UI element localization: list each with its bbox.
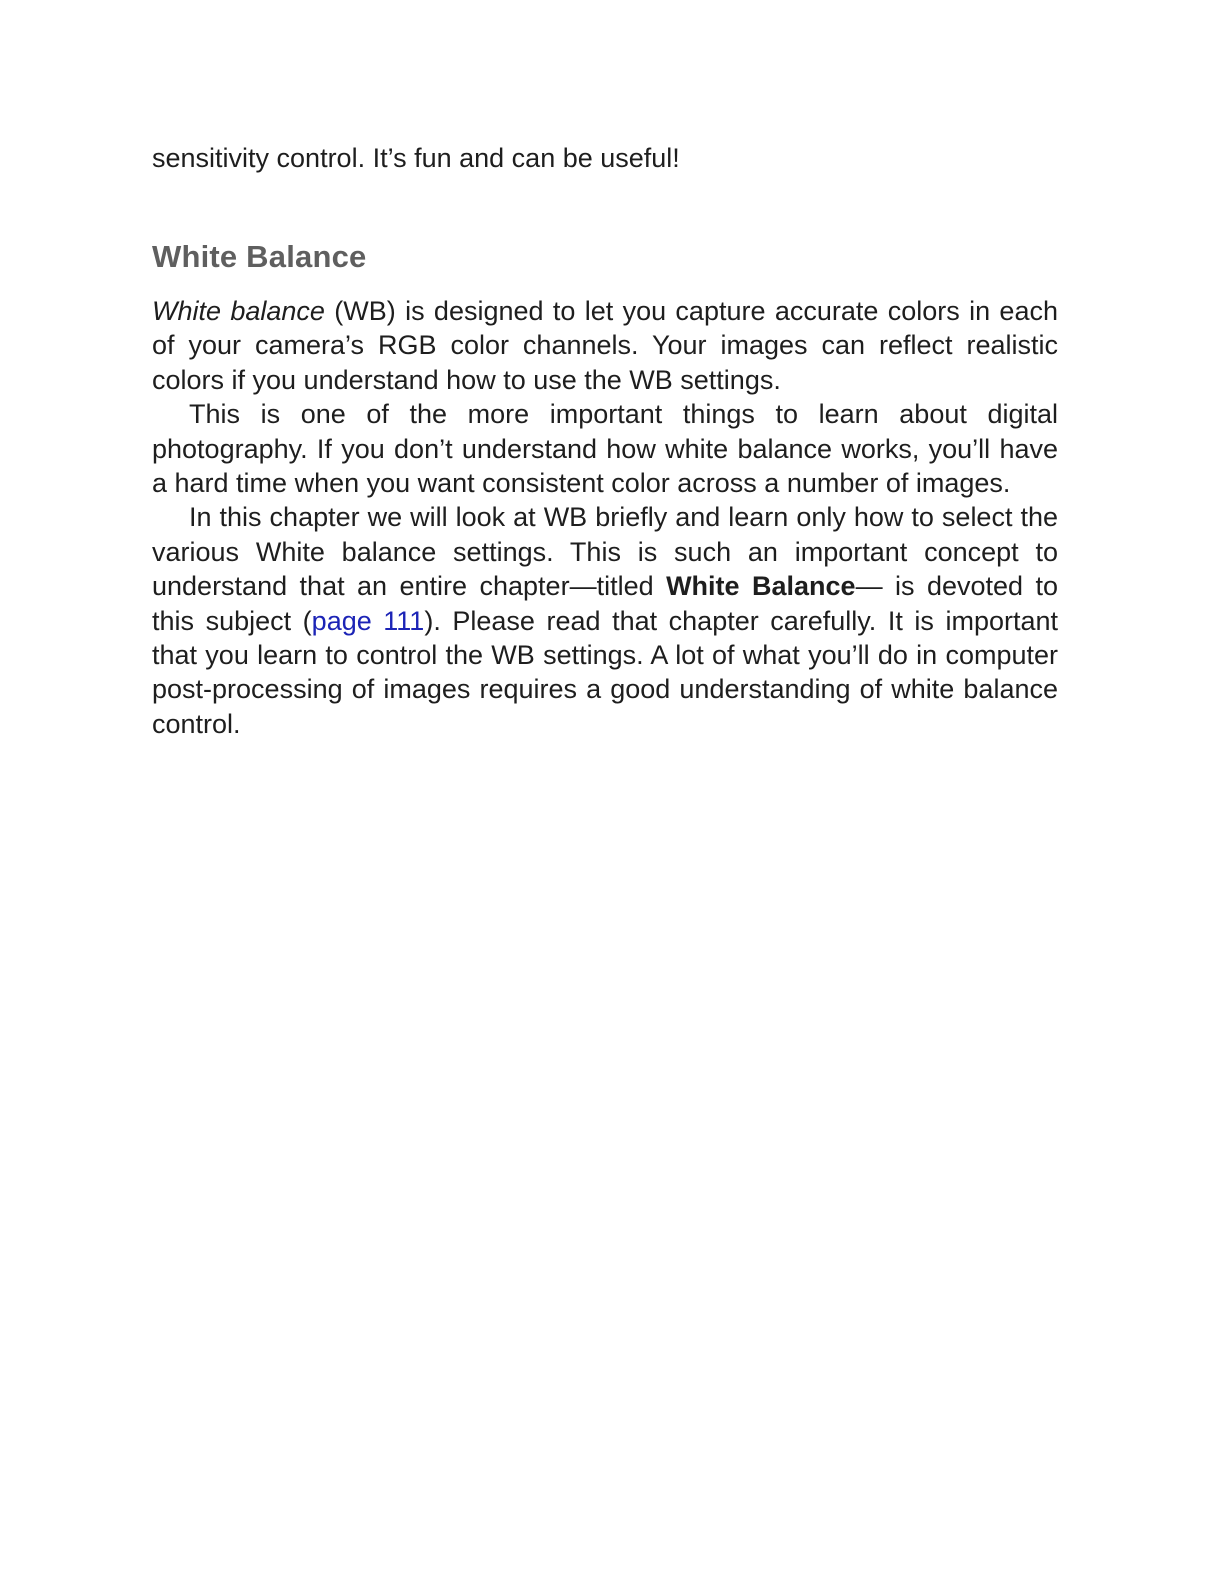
section-heading: White Balance	[152, 239, 367, 274]
paragraph-2: This is one of the more important things to learn about digital photography. If you don’t understand how white balance works, you’ll have a hard time when you want consistent color across a number of images.	[152, 399, 1058, 499]
paragraph-1-text: (WB) is designed to let you capture accurate colors in each of your camera’s RGB color channels. Your images can reflect realistic colors if you understand how to use the WB settings.	[152, 296, 1058, 395]
paragraph-3	[152, 500, 1058, 741]
paragraph-3-intro: In this chapter we will look at WB briefly and learn only how to select the various White balance settings. This is such an important concept to understand that an entire chapter—titled	[152, 502, 1058, 602]
chapter-title: White Balance	[666, 571, 856, 602]
continuation-text: sensitivity control. It’s fun and can be useful!	[152, 143, 680, 173]
defined-term: White balance	[152, 296, 325, 326]
page-reference-link[interactable]: page 111	[311, 605, 425, 636]
paragraph-3-rest: ). Please read that chapter carefully. It is important that you learn to control the WB settings. A lot of what you’ll do in computer post-processing of images requires a good understanding of white balance control.	[152, 605, 1059, 739]
continuation-paragraph	[152, 141, 1058, 175]
paragraph-1	[152, 294, 1058, 397]
section-body	[152, 294, 1058, 741]
paragraph-3-dash: — is devoted to this subject (	[152, 571, 1059, 636]
